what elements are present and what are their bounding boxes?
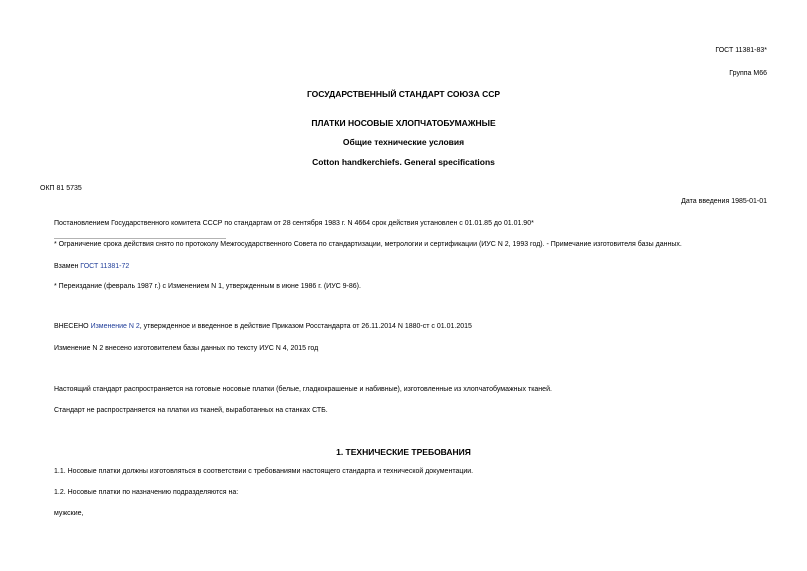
reissue-note: * Переиздание (февраль 1987 г.) с Изменением N 1, утвержденным в июне 1986 г. (ИУС 9-86). (54, 283, 361, 290)
okp-code: ОКП 81 5735 (40, 185, 82, 192)
replaces-line (54, 263, 129, 270)
footnote-limit: * Ограничение срока действия снято по протоколу Межгосударственного Совета по стандартизации, метрологии и сертификации (ИУС N 2, 1993 год). - Примечание изготовителя базы данных. (54, 241, 682, 248)
english-title: Cotton handkerchiefs. General specifications (312, 157, 495, 167)
group-code: Группа М66 (729, 70, 767, 77)
section-heading: 1. ТЕХНИЧЕСКИЕ ТРЕБОВАНИЯ (336, 447, 471, 457)
clause-1-2: 1.2. Носовые платки по назначению подразделяются на: (54, 489, 239, 496)
amendment-note: Изменение N 2 внесено изготовителем базы данных по тексту ИУС N 4, 2015 год (54, 345, 319, 352)
scope-exclusion-paragraph: Стандарт не распространяется на платки из тканей, выработанных на станках СТБ. (54, 407, 328, 414)
amendment-prefix: ВНЕСЕНО (54, 323, 91, 330)
clause-1-1: 1.1. Носовые платки должны изготовляться в соответствии с требованиями настоящего стандарта и технической документации. (54, 468, 474, 475)
replaces-prefix: Взамен (54, 263, 81, 270)
footnote-divider (54, 238, 226, 239)
decree-paragraph: Постановлением Государственного комитета СССР по стандартам от 28 сентября 1983 г. N 4664 срок действия установлен с 01.01.85 до 01.01.90* (54, 220, 534, 227)
amendment-link[interactable]: Изменение N 2 (90, 323, 140, 330)
document-title: ПЛАТКИ НОСОВЫЕ ХЛОПЧАТОБУМАЖНЫЕ (311, 118, 496, 128)
replaced-standard-link[interactable]: ГОСТ 11381-72 (80, 263, 130, 270)
list-item-men: мужские, (54, 510, 84, 517)
standard-title: ГОСУДАРСТВЕННЫЙ СТАНДАРТ СОЮЗА ССР (306, 89, 501, 99)
amendment-suffix: , утвержденное и введенное в действие Приказом Росстандарта от 26.11.2014 N 1880-ст с 01.01.2015 (139, 323, 472, 330)
gost-number: ГОСТ 11381-83* (715, 47, 767, 54)
introduction-date: Дата введения 1985-01-01 (681, 198, 767, 205)
document-subtitle: Общие технические условия (342, 137, 465, 147)
scope-paragraph: Настоящий стандарт распространяется на готовые носовые платки (белые, гладкокрашеные и набивные), изготовленные из хлопчатобумажных тканей. (54, 386, 552, 393)
amendment-line (54, 323, 472, 330)
